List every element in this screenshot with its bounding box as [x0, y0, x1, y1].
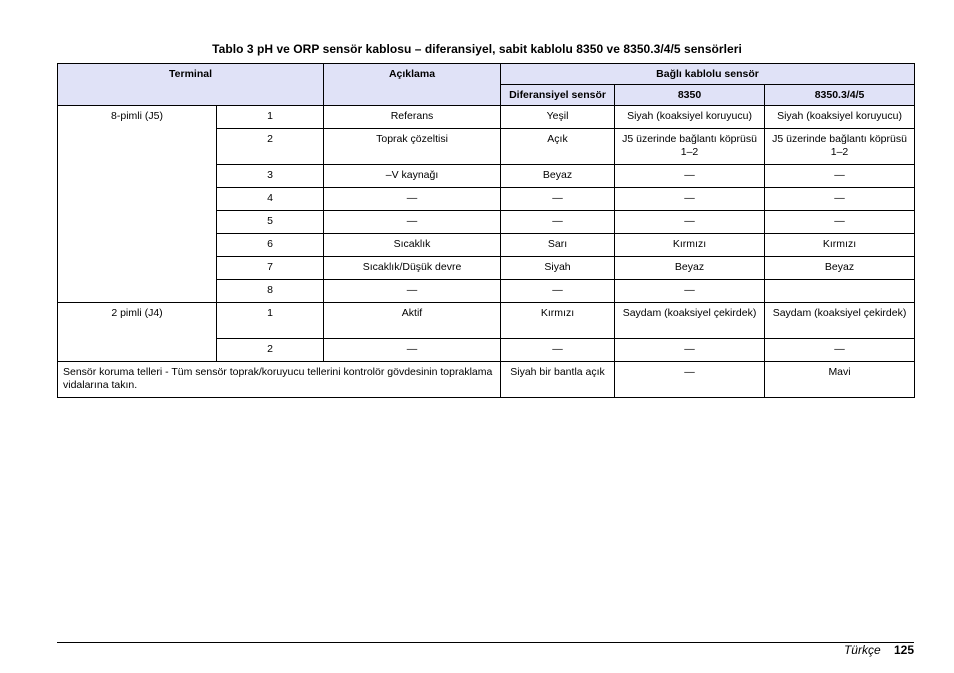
- cell-s8350x: —: [765, 211, 915, 234]
- cell-diff: Beyaz: [501, 165, 615, 188]
- cell-desc: Aktif: [324, 303, 501, 339]
- cell-s8350: Saydam (koaksiyel çekirdek): [615, 303, 765, 339]
- cell-desc: —: [324, 211, 501, 234]
- shield-cell-s8350: —: [615, 362, 765, 398]
- cell-s8350x: [765, 280, 915, 303]
- cell-pin: 1: [217, 303, 324, 339]
- cell-diff: Kırmızı: [501, 303, 615, 339]
- cell-desc: Toprak çözeltisi: [324, 129, 501, 165]
- cell-s8350: —: [615, 339, 765, 362]
- cell-s8350x: Kırmızı: [765, 234, 915, 257]
- cell-diff: —: [501, 211, 615, 234]
- cell-s8350x: —: [765, 339, 915, 362]
- cell-s8350: J5 üzerinde bağlantı köprüsü 1–2: [615, 129, 765, 165]
- header-terminal: Terminal: [58, 64, 324, 106]
- table-body: [58, 106, 915, 398]
- page-number: 125: [893, 643, 914, 657]
- cell-s8350: —: [615, 211, 765, 234]
- table-title: Tablo 3 pH ve ORP sensör kablosu – diferansiyel, sabit kablolu 8350 ve 8350.3/4/5 sensörleri: [212, 42, 742, 56]
- footer-rule: [57, 642, 914, 643]
- cell-diff: Sarı: [501, 234, 615, 257]
- header-aciklama: Açıklama: [324, 64, 501, 106]
- cell-s8350x: Saydam (koaksiyel çekirdek): [765, 303, 915, 339]
- cell-s8350x: J5 üzerinde bağlantı köprüsü 1–2: [765, 129, 915, 165]
- cell-pin: 2: [217, 339, 324, 362]
- cell-desc: —: [324, 188, 501, 211]
- cell-desc: –V kaynağı: [324, 165, 501, 188]
- cell-diff: —: [501, 339, 615, 362]
- cell-desc: Referans: [324, 106, 501, 129]
- cell-s8350: Siyah (koaksiyel koruyucu): [615, 106, 765, 129]
- cell-pin: 5: [217, 211, 324, 234]
- cell-diff: —: [501, 280, 615, 303]
- cell-diff: Açık: [501, 129, 615, 165]
- cell-pin: 4: [217, 188, 324, 211]
- cell-diff: Siyah: [501, 257, 615, 280]
- cell-s8350x: —: [765, 188, 915, 211]
- cell-pin: 8: [217, 280, 324, 303]
- cell-diff: —: [501, 188, 615, 211]
- cell-pin: 1: [217, 106, 324, 129]
- table-row: [58, 106, 915, 129]
- table-row-shield: [58, 362, 915, 398]
- cell-pin: 2: [217, 129, 324, 165]
- page-footer: [844, 643, 914, 657]
- connector-cell: 2 pimli (J4): [58, 303, 217, 362]
- shield-desc-cell: Sensör koruma telleri - Tüm sensör toprak/koruyucu tellerini kontrolör gövdesinin topraklama vidalarına takın.: [58, 362, 501, 398]
- cell-s8350x: —: [765, 165, 915, 188]
- cell-desc: Sıcaklık/Düşük devre: [324, 257, 501, 280]
- footer-language: Türkçe: [843, 643, 881, 657]
- header-8350: 8350: [615, 85, 765, 106]
- wiring-table: [57, 63, 915, 398]
- cell-s8350: Beyaz: [615, 257, 765, 280]
- header-bagli-kablolu: Bağlı kablolu sensör: [501, 64, 915, 85]
- header-8350-345: 8350.3/4/5: [765, 85, 915, 106]
- connector-cell: 8-pimli (J5): [58, 106, 217, 303]
- header-diferansiyel: Diferansiyel sensör: [501, 85, 615, 106]
- cell-desc: —: [324, 280, 501, 303]
- cell-pin: 3: [217, 165, 324, 188]
- cell-s8350: —: [615, 280, 765, 303]
- cell-desc: Sıcaklık: [324, 234, 501, 257]
- cell-s8350: —: [615, 165, 765, 188]
- cell-s8350: Kırmızı: [615, 234, 765, 257]
- cell-s8350x: Siyah (koaksiyel koruyucu): [765, 106, 915, 129]
- cell-diff: Yeşil: [501, 106, 615, 129]
- cell-pin: 7: [217, 257, 324, 280]
- cell-s8350: —: [615, 188, 765, 211]
- cell-desc: —: [324, 339, 501, 362]
- shield-cell-s8350x: Mavi: [765, 362, 915, 398]
- cell-s8350x: Beyaz: [765, 257, 915, 280]
- shield-cell-diff: Siyah bir bantla açık: [501, 362, 615, 398]
- table-row: [58, 303, 915, 339]
- cell-pin: 6: [217, 234, 324, 257]
